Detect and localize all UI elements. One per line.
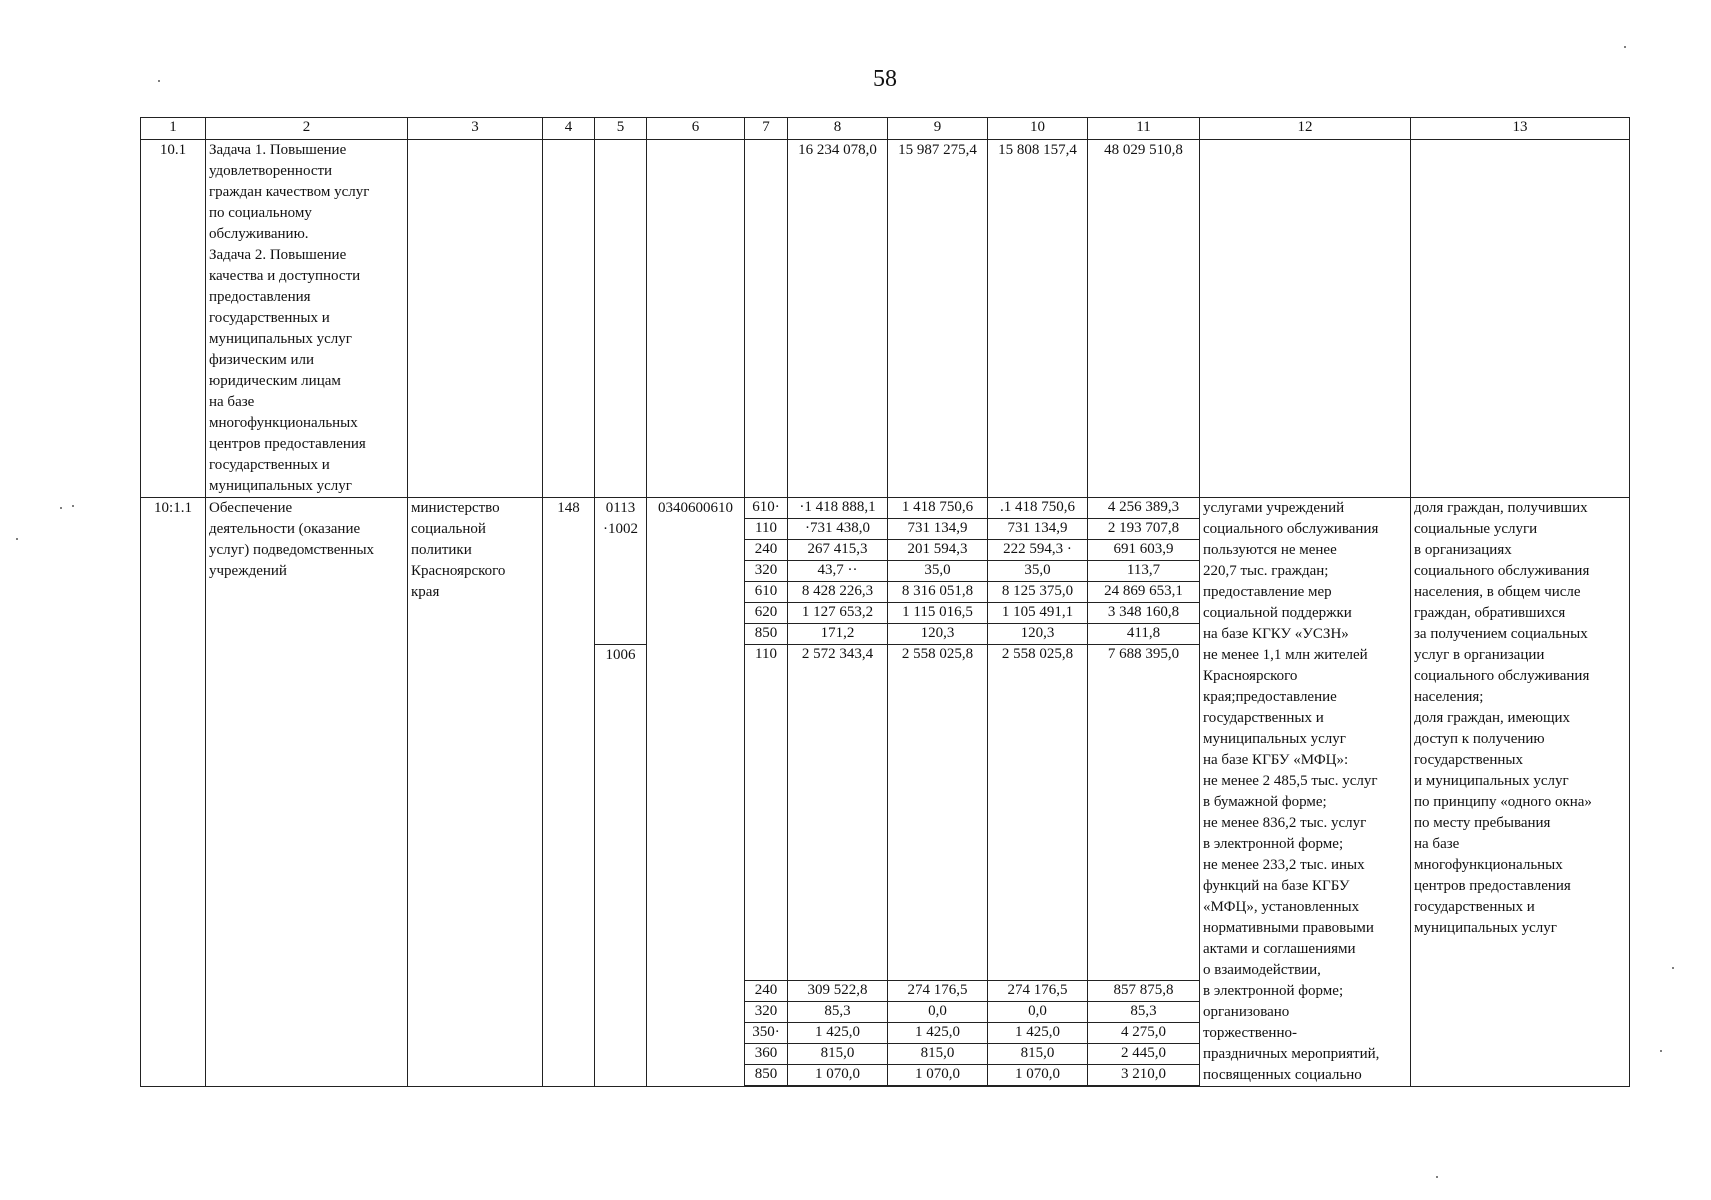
year3-amount: .1 418 750,6: [988, 498, 1088, 519]
year1-amount: 1 425,0: [788, 1023, 888, 1044]
year2-amount: 120,3: [888, 624, 988, 645]
year3-amount: 1 425,0: [988, 1023, 1088, 1044]
year1-amount: 8 428 226,3: [788, 582, 888, 603]
year2-amount: 1 115 016,5: [888, 603, 988, 624]
year2-amount: 274 176,5: [888, 981, 988, 1002]
header-col-1: 1: [141, 118, 206, 140]
page-number: 58: [873, 66, 897, 92]
scan-speck: [1624, 46, 1626, 48]
period-total-amount: 24 869 653,1: [1088, 582, 1200, 603]
expense-type-code: 610·: [745, 498, 788, 519]
scan-speck: [72, 505, 74, 507]
year3-amount: 1 070,0: [988, 1065, 1088, 1086]
activity-description: Обеспечение деятельности (оказание услуг) подведомственных учреждений: [206, 498, 408, 1087]
period-total-amount: 2 445,0: [1088, 1044, 1200, 1065]
activity-number: 10:1.1: [141, 498, 206, 1087]
header-col-3: 3: [408, 118, 543, 140]
task-grbs-cell: [543, 140, 595, 498]
period-total-amount: 113,7: [1088, 561, 1200, 582]
task-description: Задача 1. Повышение удовлетворенности граждан качеством услуг по социальному обслуживанию. Задача 2. Повышение качества и доступности предоставления государственных и муниципальных услуг физическим или юридическим лицам на базе многофункциональных центров предоставления государственных и муниципальных услуг: [206, 140, 408, 498]
program-activities-table: [140, 117, 1630, 1087]
activity-section-code: 0113 ·1002: [595, 498, 647, 645]
filler-year2: [888, 1086, 988, 1087]
activity-result: услугами учреждений социального обслуживания пользуются не менее 220,7 тыс. граждан; предоставление мер социальной поддержки на базе КГКУ «УСЗН» не менее 1,1 млн жителей Красноярского края;предоставление государственных и муниципальных услуг на базе КГБУ «МФЦ»: не менее 2 485,5 тыс. услуг в бумажной форме; не менее 836,2 тыс. услуг в электронной форме; не менее 233,2 тыс. иных функций на базе КГБУ «МФЦ», установленных нормативными правовыми актами и соглашениями о взаимодействии, в электронной форме; организовано торжественно- праздничных мероприятий, посвященных социально: [1200, 498, 1411, 1087]
task-vr-cell: [745, 140, 788, 498]
year3-amount: 2 558 025,8: [988, 645, 1088, 981]
expense-type-code: 110: [745, 519, 788, 540]
header-col-10: 10: [988, 118, 1088, 140]
expense-type-code: 240: [745, 981, 788, 1002]
expense-type-code: 240: [745, 540, 788, 561]
header-col-8: 8: [788, 118, 888, 140]
period-total-amount: 7 688 395,0: [1088, 645, 1200, 981]
year1-amount: 85,3: [788, 1002, 888, 1023]
year3-amount: 731 134,9: [988, 519, 1088, 540]
year1-amount: 267 415,3: [788, 540, 888, 561]
filler-year3: [988, 1086, 1088, 1087]
column-numbers-row: [141, 118, 1630, 140]
year2-amount: 201 594,3: [888, 540, 988, 561]
activity-indicator: доля граждан, получивших социальные услуги в организациях социального обслуживания населения, в общем числе граждан, обратившихся за получением социальных услуг в организации социального обслуживания населения; доля граждан, имеющих доступ к получению государственных и муниципальных услуг по принципу «одного окна» по месту пребывания на базе многофункциональных центров предоставления государственных и муниципальных услуг: [1411, 498, 1630, 1087]
task-section-cell: [595, 140, 647, 498]
year2-amount: 8 316 051,8: [888, 582, 988, 603]
expense-type-code: 350·: [745, 1023, 788, 1044]
activity-csr-code: 0340600610: [647, 498, 745, 1087]
header-col-12: 12: [1200, 118, 1411, 140]
period-total-amount: 4 256 389,3: [1088, 498, 1200, 519]
header-col-7: 7: [745, 118, 788, 140]
year1-amount: 171,2: [788, 624, 888, 645]
task-number: 10.1: [141, 140, 206, 498]
period-total-amount: 85,3: [1088, 1002, 1200, 1023]
activity-grbs-code: 148: [543, 498, 595, 1087]
year3-amount: 815,0: [988, 1044, 1088, 1065]
year2-amount: 1 425,0: [888, 1023, 988, 1044]
year3-amount: 35,0: [988, 561, 1088, 582]
activity-section-code-2: 1006: [595, 645, 647, 1087]
expense-type-code: 320: [745, 1002, 788, 1023]
activity-executor: министерство социальной политики Красноярского края: [408, 498, 543, 1087]
header-col-4: 4: [543, 118, 595, 140]
expense-type-code: 320: [745, 561, 788, 582]
year1-amount: ·1 418 888,1: [788, 498, 888, 519]
expense-type-code: 610: [745, 582, 788, 603]
year1-amount: 815,0: [788, 1044, 888, 1065]
header-col-9: 9: [888, 118, 988, 140]
period-total-amount: 857 875,8: [1088, 981, 1200, 1002]
period-total-amount: 2 193 707,8: [1088, 519, 1200, 540]
task-result-cell: [1200, 140, 1411, 498]
year1-amount: 1 127 653,2: [788, 603, 888, 624]
year2-amount: 35,0: [888, 561, 988, 582]
header-col-11: 11: [1088, 118, 1200, 140]
year1-amount: 1 070,0: [788, 1065, 888, 1086]
expense-type-code: 850: [745, 1065, 788, 1086]
year3-amount: 222 594,3 ·: [988, 540, 1088, 561]
period-total-amount: 3 348 160,8: [1088, 603, 1200, 624]
year1-amount: 2 572 343,4: [788, 645, 888, 981]
task-executor-cell: [408, 140, 543, 498]
scan-speck: [60, 507, 62, 509]
year3-amount: 1 105 491,1: [988, 603, 1088, 624]
year1-amount: 309 522,8: [788, 981, 888, 1002]
expense-type-code: 620: [745, 603, 788, 624]
expense-type-code: 360: [745, 1044, 788, 1065]
scan-speck: [16, 538, 18, 540]
year3-amount: 120,3: [988, 624, 1088, 645]
budget-line-row: [141, 498, 1630, 519]
year3-amount: 8 125 375,0: [988, 582, 1088, 603]
filler-total: [1088, 1086, 1200, 1087]
year3-amount: 274 176,5: [988, 981, 1088, 1002]
header-col-6: 6: [647, 118, 745, 140]
header-col-13: 13: [1411, 118, 1630, 140]
header-col-2: 2: [206, 118, 408, 140]
year2-amount: 1 418 750,6: [888, 498, 988, 519]
expense-type-code: 110: [745, 645, 788, 981]
period-total-amount: 411,8: [1088, 624, 1200, 645]
task-indicator-cell: [1411, 140, 1630, 498]
year2-amount: 2 558 025,8: [888, 645, 988, 981]
scan-speck: [1660, 1050, 1662, 1052]
task-year1-total: 16 234 078,0: [788, 140, 888, 498]
year1-amount: 43,7 ··: [788, 561, 888, 582]
task-period-total: 48 029 510,8: [1088, 140, 1200, 498]
period-total-amount: 691 603,9: [1088, 540, 1200, 561]
filler-year1: [788, 1086, 888, 1087]
year2-amount: 731 134,9: [888, 519, 988, 540]
scan-speck: [158, 80, 160, 82]
task-year2-total: 15 987 275,4: [888, 140, 988, 498]
header-col-5: 5: [595, 118, 647, 140]
year3-amount: 0,0: [988, 1002, 1088, 1023]
year2-amount: 1 070,0: [888, 1065, 988, 1086]
scan-speck: [1436, 1176, 1438, 1178]
scan-speck: [1672, 967, 1674, 969]
year2-amount: 0,0: [888, 1002, 988, 1023]
task-year3-total: 15 808 157,4: [988, 140, 1088, 498]
year1-amount: ·731 438,0: [788, 519, 888, 540]
year2-amount: 815,0: [888, 1044, 988, 1065]
filler-vr: [745, 1086, 788, 1087]
period-total-amount: 3 210,0: [1088, 1065, 1200, 1086]
task-csr-cell: [647, 140, 745, 498]
expense-type-code: 850: [745, 624, 788, 645]
period-total-amount: 4 275,0: [1088, 1023, 1200, 1044]
task-row-10-1: [141, 140, 1630, 498]
